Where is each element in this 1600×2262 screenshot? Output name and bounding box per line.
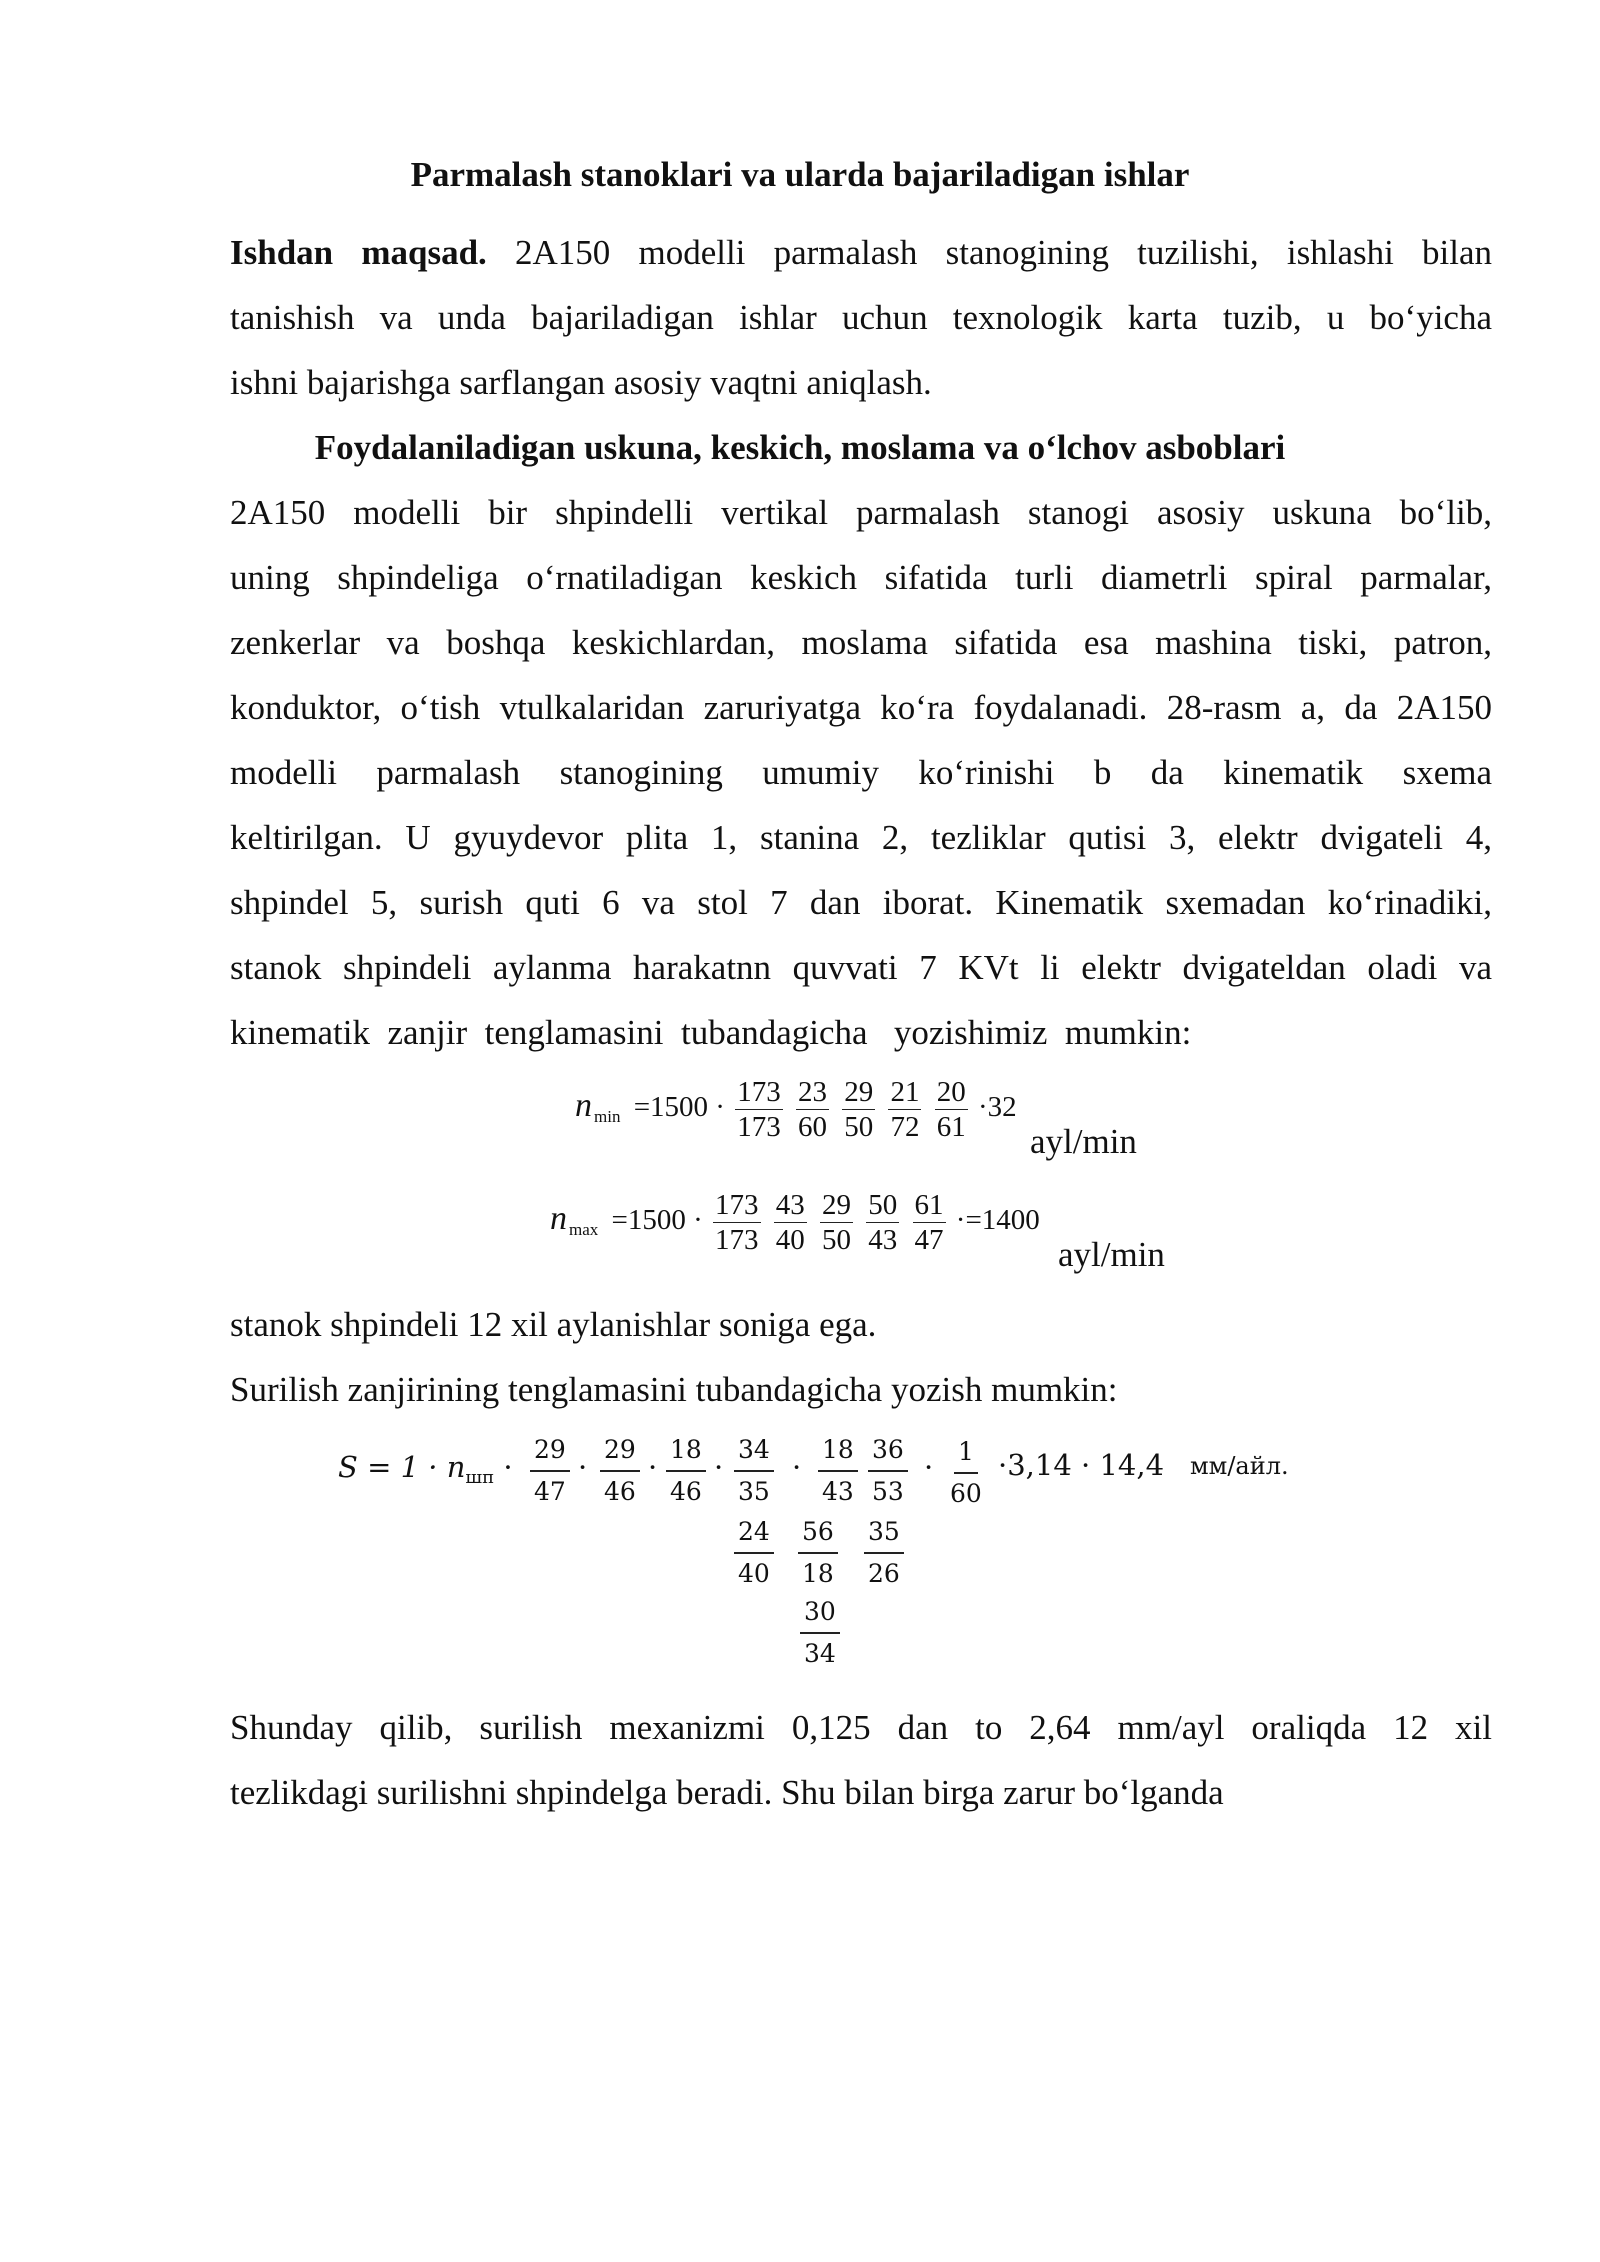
multiply-dot: · [792,1450,802,1484]
fraction [866,1188,899,1257]
feed-fraction [798,1512,838,1594]
denominator: 50 [844,1111,874,1143]
fraction [820,1188,853,1257]
feed-fraction [868,1430,908,1512]
numerator: 173 [737,1076,781,1108]
numerator: 34 [734,1430,774,1472]
fraction [888,1075,921,1144]
numerator: 56 [798,1512,838,1554]
numerator: 29 [530,1430,570,1472]
feed-fraction [734,1512,774,1594]
numerator: 173 [715,1189,759,1221]
denominator: 18 [802,1559,834,1588]
denominator: 26 [868,1559,900,1588]
denominator: 34 [804,1639,836,1668]
after-formula-text: stanok shpindeli 12 xil aylanishlar soniga ega. [230,1305,877,1344]
numerator: 20 [936,1076,966,1108]
formula-unit: ayl/min [1058,1235,1165,1274]
feed-fraction [734,1430,774,1512]
denominator: 35 [738,1477,770,1506]
formula-n-max [550,1188,1040,1257]
feed-formula-tail: ·3,14 · 14,4 [998,1448,1165,1482]
numerator: 24 [734,1512,774,1554]
fraction [913,1188,946,1257]
body-line: 2A150 modelli bir shpindelli vertikal parmalash stanogi asosiy uskuna bo‘lib, [230,493,1492,532]
numerator: 23 [797,1076,827,1108]
fraction [796,1075,829,1144]
body-line: uning shpindeliga o‘rnatiladigan keskich sifatida turli diametrli spiral parmalar, [230,558,1492,597]
fraction [935,1075,968,1144]
numerator: 29 [844,1076,874,1108]
body-line: konduktor, o‘tish vtulkalaridan zaruriyatga ko‘ra foydalanadi. 28-rasm a, da 2A150 [230,688,1492,727]
numerator: 1 [954,1432,978,1474]
formula-tail: ·32 [977,1091,1017,1124]
aim-line-2: tanishish va unda bajariladigan ishlar uchun texnologik karta tuzib, u bo‘yicha [230,298,1492,337]
numerator: 29 [600,1430,640,1472]
body-line: shpindel 5, surish quti 6 va stol 7 dan iborat. Kinematik sxemadan ko‘rinadiki, [230,883,1492,922]
formula-subscript: max [569,1220,599,1240]
feed-fraction [600,1430,640,1512]
denominator: 47 [534,1477,566,1506]
formula-lead: =1500 · [633,1091,725,1124]
body-line: keltirilgan. U gyuydevor plita 1, stanina 2, tezliklar qutisi 3, elektr dvigateli 4, [230,818,1492,857]
numerator: 18 [666,1430,706,1472]
denominator: 46 [670,1477,702,1506]
formula-lead: =1500 · [611,1204,703,1237]
formula-tail: ·=1400 [955,1204,1040,1237]
feed-fraction [666,1430,706,1512]
numerator: 35 [864,1512,904,1554]
denominator: 60 [950,1479,982,1508]
feed-formula-lhs: $S = 1 \cdot n_{шп}$ · [338,1450,513,1488]
denominator: 53 [872,1477,904,1506]
multiply-dot: · [648,1450,658,1484]
section-subtitle: Foydalaniladigan uskuna, keskich, moslama va o‘lchov asboblari [314,428,1286,467]
denominator: 173 [737,1111,781,1143]
feed-fraction [800,1592,840,1674]
feed-fraction [530,1430,570,1512]
page-title: Parmalash stanoklari va ularda bajariladigan ishlar [410,155,1190,194]
formula-unit: ayl/min [1030,1122,1137,1161]
formula-subscript: min [594,1107,621,1127]
numerator: 61 [914,1189,944,1221]
formula-variable: n [575,1087,592,1125]
denominator: 40 [738,1559,770,1588]
body-line: modelli parmalash stanogining umumiy ko‘rinishi b da kinematik sxema [230,753,1492,792]
feed-formula [330,1430,1330,1690]
denominator: 60 [797,1111,827,1143]
feed-fraction [946,1432,986,1514]
formula-variable: n [550,1200,567,1238]
body-line: stanok shpindeli aylanma harakatnn quvvati 7 KVt li elektr dvigateldan oladi va [230,948,1492,987]
numerator: 43 [775,1189,805,1221]
fraction [735,1075,783,1144]
multiply-dot: · [924,1450,934,1484]
feed-lhs: S = 1 · n [338,1450,466,1484]
denominator: 40 [775,1224,805,1256]
numerator: 18 [818,1430,858,1472]
multiply-dot: · [578,1450,588,1484]
fraction [842,1075,875,1144]
numerator: 29 [822,1189,852,1221]
aim-text-1: 2A150 modelli parmalash stanogining tuzilishi, ishlashi bilan [515,233,1493,272]
formula-n-min [575,1075,1017,1144]
fraction [774,1188,807,1257]
denominator: 173 [715,1224,759,1256]
closing-line-2: tezlikdagi surilishni shpindelga beradi. Shu bilan birga zarur bo‘lganda [230,1773,1224,1812]
denominator: 50 [822,1224,852,1256]
aim-line-1 [230,220,1492,285]
closing-line-1: Shunday qilib, surilish mexanizmi 0,125 dan to 2,64 mm/ayl oraliqda 12 xil [230,1708,1492,1747]
multiply-dot: · [714,1450,724,1484]
body-line: zenkerlar va boshqa keskichlardan, moslama sifatida esa mashina tiski, patron, [230,623,1492,662]
denominator: 61 [936,1111,966,1143]
feed-formula-unit: мм/айл. [1190,1452,1289,1480]
denominator: 43 [822,1477,854,1506]
feed-fraction [818,1430,858,1512]
denominator: 72 [890,1111,920,1143]
numerator: 30 [800,1592,840,1634]
feed-intro-text: Surilish zanjirining tenglamasini tubandagicha yozish mumkin: [230,1370,1118,1409]
feed-fraction [864,1512,904,1594]
feed-lhs-subscript: шп [465,1467,495,1488]
body-line: kinematik zanjir tenglamasini tubandagicha yozishimiz mumkin: [230,1013,1192,1052]
numerator: 50 [868,1189,898,1221]
aim-line-3: ishni bajarishga sarflangan asosiy vaqtni aniqlash. [230,363,932,402]
fraction [713,1188,761,1257]
denominator: 43 [868,1224,898,1256]
aim-label: Ishdan maqsad. [230,233,487,272]
denominator: 47 [914,1224,944,1256]
denominator: 46 [604,1477,636,1506]
numerator: 36 [868,1430,908,1472]
numerator: 21 [890,1076,920,1108]
